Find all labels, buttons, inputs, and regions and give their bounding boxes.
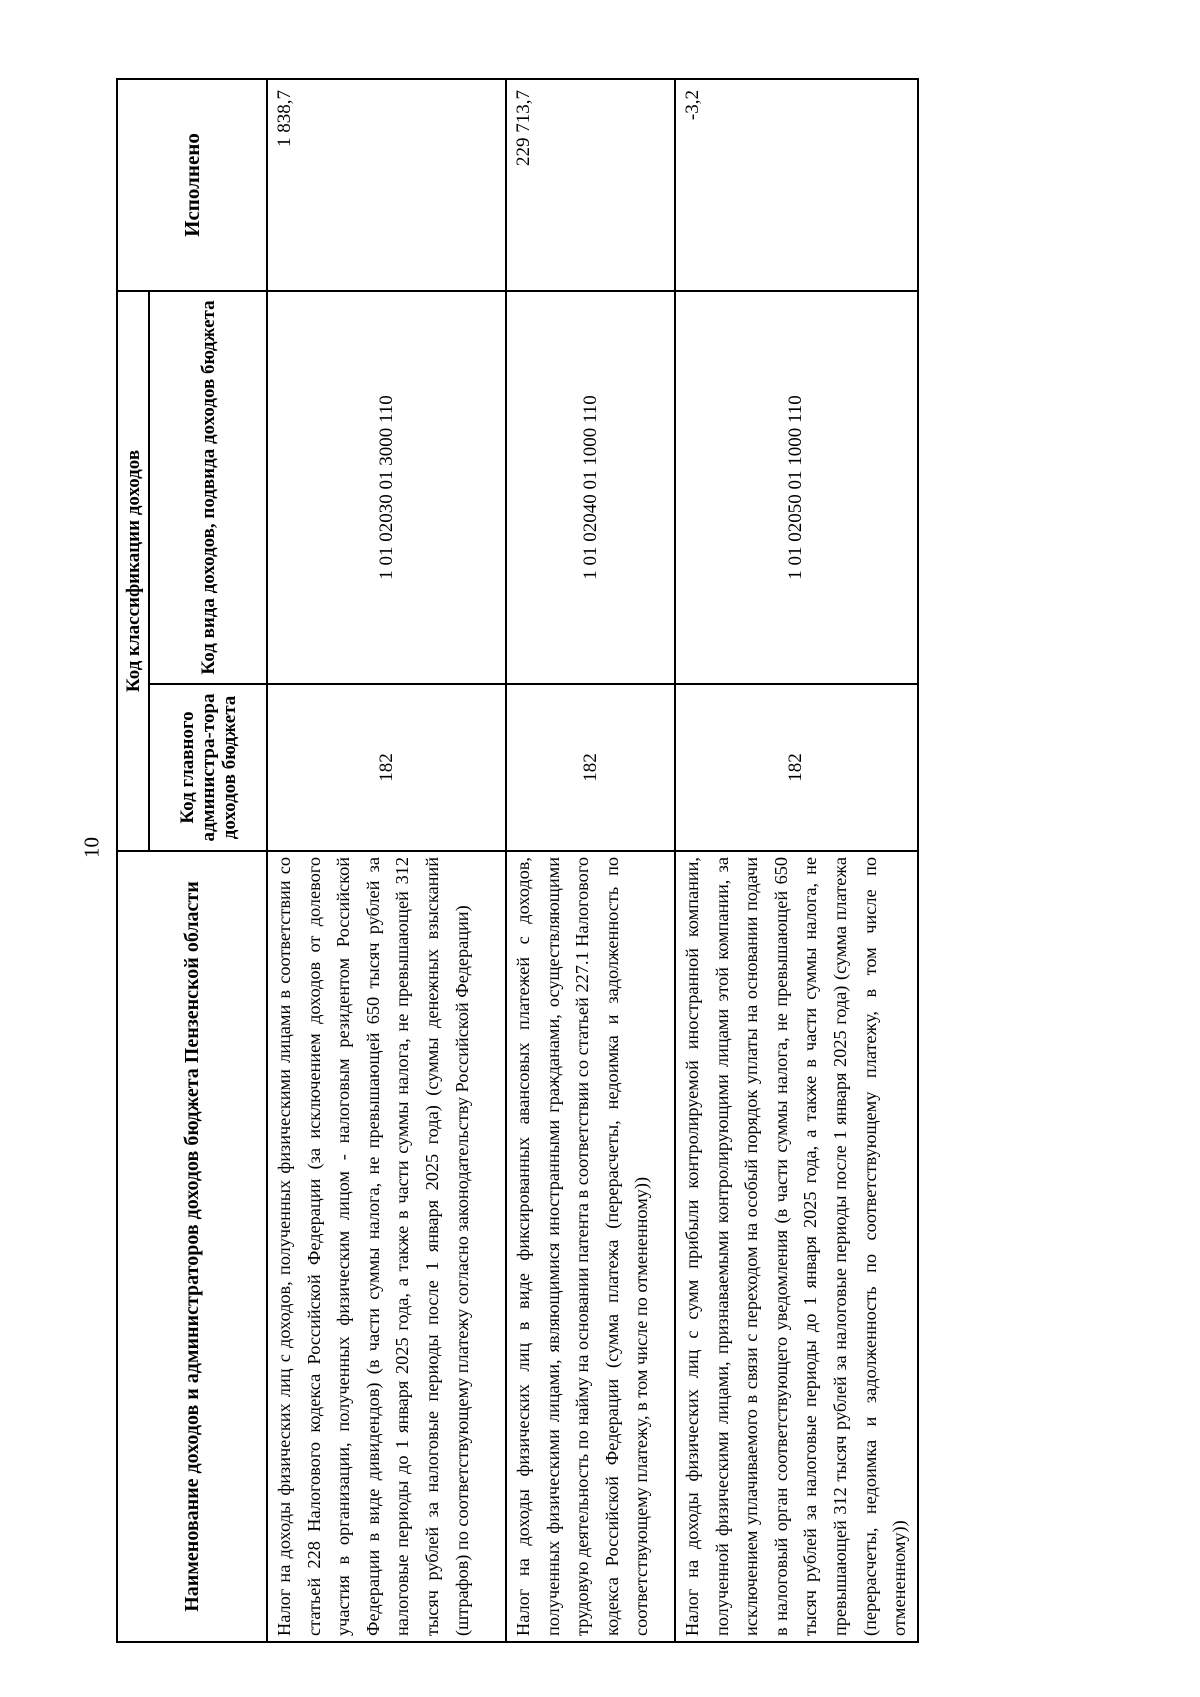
- header-type-code: Код вида доходов, подвида доходов бюджета: [149, 291, 267, 684]
- header-name: Наименование доходов и администраторов доходов бюджета Пензенской области: [117, 851, 267, 1642]
- row-name: Налог на доходы физических лиц в виде фиксированных авансовых платежей с доходов, полученных физическими лицами, являющимися иностранными гражданами, осуществляющими трудовую деятельность по найму на основании патента в соответствии со статьей 227.1 Налогового кодекса Российской Федерации (сумма платежа (перерасчеты, недоимка и задолженность по соответствующему платежу, в том числе по отмененному)): [506, 851, 675, 1642]
- row-admin-code: 182: [506, 684, 675, 851]
- row-executed: 1 838,7: [267, 79, 506, 291]
- rotated-table-area: [116, 80, 910, 1643]
- row-type-code: 1 01 02040 01 1000 110: [506, 291, 675, 684]
- row-admin-code: 182: [267, 684, 506, 851]
- table-row: [506, 79, 675, 1642]
- table-wrapper: [116, 80, 910, 1643]
- row-name: Налог на доходы физических лиц с доходов, полученных физическими лицами в соответствии со статьей 228 Налогового кодекса Российской Федерации (за исключением доходов от долевого участия в организации, полученных физическим лицом - налоговым резидентом Российской Федерации в виде дивидендов) (в части суммы налога, не превышающей 650 тысяч рублей за налоговые периоды до 1 января 2025 года, а также в части суммы налога, не превышающей 312 тысяч рублей за налоговые периоды после 1 января 2025 года) (суммы денежных взысканий (штрафов) по соответствующему платежу согласно законодательству Российской Федерации): [267, 851, 506, 1642]
- row-name: Налог на доходы физических лиц с сумм прибыли контролируемой иностранной компании, полученной физическими лицами, признаваемыми контролирующими лицами этой компании, за исключением уплачиваемого в связи с переходом на особый порядок уплаты на основании подачи в налоговый орган соответствующего уведомления (в части суммы налога, не превышающей 650 тысяч рублей за налоговые периоды до 1 января 2025 года, а также в части суммы налога, не превышающей 312 тысяч рублей за налоговые периоды после 1 января 2025 года) (сумма платежа (перерасчеты, недоимка и задолженность по соответствующему платежу, в том числе по отмененному)): [675, 851, 918, 1642]
- row-executed: -3,2: [675, 79, 918, 291]
- revenue-table: [116, 78, 919, 1643]
- row-type-code: 1 01 02030 01 3000 110: [267, 291, 506, 684]
- table-row: [675, 79, 918, 1642]
- header-code-group: Код классификации доходов: [117, 291, 149, 851]
- row-admin-code: 182: [675, 684, 918, 851]
- row-executed: 229 713,7: [506, 79, 675, 291]
- table-row: [267, 79, 506, 1642]
- header-admin-code: Код главного администра-тора доходов бюджета: [149, 684, 267, 851]
- row-type-code: 1 01 02050 01 1000 110: [675, 291, 918, 684]
- header-executed: Исполнено: [117, 79, 267, 291]
- page-number: 10: [79, 837, 104, 858]
